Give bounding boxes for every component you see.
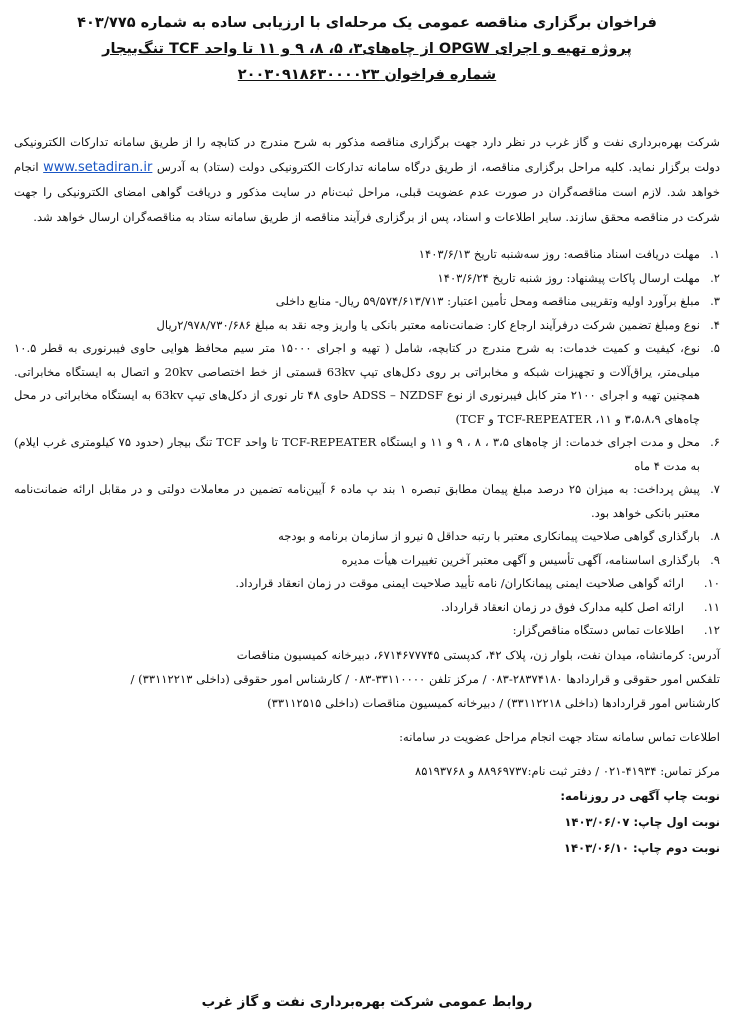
item-number: ۱۲.: [703, 623, 720, 637]
intro-text-1: شرکت بهره‌برداری نفت و گاز غرب در نظر دارد جهت برگزاری مناقصه مذکور به شرح مندرج در کتابچه را از طریق سامانه تدارکات الکترونیکی دولت برگزار نماید. کلیه مراحل برگزاری مناقصه، از طریق درگاه سامانه تدارکات الکترونیکی دولت (ستاد) به آدرس: [14, 135, 721, 174]
title-line-1: فراخوان برگزاری مناقصه عمومی یک مرحله‌ای با ارزیابی ساده به شماره ۴۰۳/۷۷۵: [77, 15, 657, 31]
list-item: [14, 572, 720, 596]
item-text: ارائه گواهی صلاحیت ایمنی پیمانکاران/ نامه تأیید صلاحیت ایمنی موقت در زمان انعقاد قرارداد.: [235, 576, 684, 590]
second-print-date: نوبت دوم چاپ: ۱۴۰۳/۰۶/۱۰: [563, 840, 720, 855]
item-number: ۸.: [710, 529, 720, 543]
item-text: مهلت دریافت اسناد مناقصه: روز سه‌شنبه تاریخ ۱۴۰۳/۶/۱۳: [418, 247, 700, 261]
intro-paragraph: [14, 130, 720, 229]
address-block: [14, 643, 720, 715]
item-number: ۱.: [710, 247, 720, 261]
item-number: ۵.: [710, 341, 721, 355]
item-text: نوع ومبلغ تضمین شرکت درفرآیند ارجاع کار: ضمانت‌نامه معتبر بانکی یا واریز وجه نقد به مبلغ ۲/۹۷۸/۷۳۰/۶۸۶ریال: [156, 317, 700, 332]
item-text: نوع، کیفیت و کمیت خدمات: به شرح مندرج در کتابچه، شامل ( تهیه و اجرای ۱۵۰۰۰ متر سیم محافظ هوایی حاوی فیبرنوری به قطر ۱۰.۵ میلی‌متر، یراق‌آلات و تجهیزات شبکه و مخابراتی بر روی دکل‌های تیپ 63kv قسمتی از خط اختصاصی 20kv و اتصال به ایستگاه مخابراتی. همچنین تهیه و اجرای ۲۱۰۰ متر کابل فیبرنوری از نوع ADSS – NZDSF حاوی ۴۸ تار نوری از دکل‌های تیپ 63kv به ایستگاه مخابراتی در محل چاه‌های ۳،۵،۸،۹ و ۱۱، TCF-REPEATER و TCF): [14, 341, 701, 426]
print-schedule-heading: نوبت چاپ آگهی در روزنامه:: [560, 788, 720, 803]
setad-contact-heading: اطلاعات تماس سامانه ستاد جهت انجام مراحل عضویت در سامانه:: [399, 729, 720, 744]
item-text: بارگذاری اساسنامه، آگهی تأسیس و آگهی معتبر آخرین تغییرات هیأت مدیره: [341, 552, 700, 567]
item-text: مبلغ برآورد اولیه وتقریبی مناقصه ومحل تأمین اعتبار: ۵۹/۵۷۴/۶۱۳/۷۱۳ ریال- منابع داخلی: [275, 294, 700, 308]
list-item: [14, 337, 720, 431]
item-number: ۷.: [710, 482, 720, 496]
list-item: [14, 431, 720, 478]
list-item: [14, 596, 720, 620]
list-item: [14, 619, 720, 643]
item-text: بارگذاری گواهی صلاحیت پیمانکاری معتبر با رتبه حداقل ۵ نیرو از سازمان برنامه و بودجه: [278, 529, 700, 543]
list-item: [14, 267, 720, 291]
address-line-3: کارشناس امور قراردادها (داخلی ۳۳۱۱۲۲۱۸) / دبیرخانه کمیسیون مناقصات (داخلی ۳۳۱۱۲۵۱۵): [267, 695, 720, 710]
footer-signature: روابط عمومی شرکت بهره‌برداری نفت و گاز غرب: [201, 994, 533, 1010]
setad-contact-line: مرکز تماس: ۴۱۹۳۴-۰۲۱ / دفتر ثبت نام:۸۸۹۶۹۷۳۷ و ۸۵۱۹۳۷۶۸: [414, 763, 720, 778]
conditions-list: [14, 243, 720, 643]
item-number: ۲.: [710, 270, 720, 285]
first-print-date: نوبت اول چاپ: ۱۴۰۳/۰۶/۰۷: [564, 814, 720, 829]
list-item: [14, 314, 720, 338]
address-line-1: آدرس: کرمانشاه، میدان نفت، بلوار زن، پلاک ۴۲، کدپستی ۶۷۱۴۶۷۷۷۴۵، دبیرخانه کمیسیون مناقصات: [236, 647, 720, 662]
item-number: ۹.: [710, 552, 720, 567]
address-line-2: تلفکس امور حقوقی و قراردادها ۲۸۳۷۴۱۸۰-۰۸۳ / مرکز تلفن ۳۳۱۱۰۰۰۰-۰۸۳ / کارشناس امور حقوقی (داخلی ۳۳۱۱۲۲۱۳) /: [130, 671, 720, 686]
list-item: [14, 525, 720, 549]
item-text: اطلاعات تماس دستگاه مناقص‌گزار:: [512, 623, 684, 637]
item-number: ۱۰.: [703, 576, 720, 590]
list-item: [14, 478, 720, 525]
item-number: ۶.: [710, 435, 720, 449]
title-line-2: پروژه تهیه و اجرای OPGW از چاه‌های۳، ۵، ۸، ۹ و ۱۱ تا واحد TCF تنگ‌بیجار: [102, 41, 632, 57]
item-text: مهلت ارسال پاکات پیشنهاد: روز شنبه تاریخ ۱۴۰۳/۶/۲۴: [437, 270, 700, 285]
item-number: ۱۱.: [703, 599, 720, 614]
item-number: ۴.: [710, 317, 720, 332]
list-item: [14, 290, 720, 314]
item-text: محل و مدت اجرای خدمات: از چاه‌های ۳،۵ ، ۸ ، ۹ و ۱۱ و ایستگاه TCF-REPEATER تا واحد TCF تنگ بیجار (حدود ۷۵ کیلومتری غرب ایلام) به مدت ۴ ماه: [14, 435, 700, 473]
setad-link[interactable]: www.setadiran.ir: [43, 159, 153, 175]
intro-text-2: انجام خواهد شد. لازم است مناقصه‌گران در صورت عدم عضویت قبلی، مراحل ثبت‌نام در سایت مذکور و دریافت گواهی امضای الکترونیکی را جهت شرکت در مناقصه محقق سازند. سایر اطلاعات و اسناد، پس از برگزاری فرآیند مناقصه از طریق سامانه ستاد به مناقصه‌گران ارسال خواهد شد.: [14, 159, 720, 224]
item-number: ۳.: [710, 294, 720, 308]
item-text: پیش پرداخت: به میزان ۲۵ درصد مبلغ پیمان مطابق تبصره ۱ بند پ ماده ۶ آیین‌نامه تضمین در معاملات دولتی و در مقابل ارائه ضمانت‌نامه معتبر بانکی خواهد بود.: [14, 482, 700, 520]
title-block: [14, 10, 720, 88]
list-item: [14, 549, 720, 573]
title-line-3: شماره فراخوان ۲۰۰۳۰۹۱۸۶۳۰۰۰۰۲۳: [237, 67, 497, 83]
list-item: [14, 243, 720, 267]
item-text: ارائه اصل کلیه مدارک فوق در زمان انعقاد قرارداد.: [440, 599, 684, 614]
